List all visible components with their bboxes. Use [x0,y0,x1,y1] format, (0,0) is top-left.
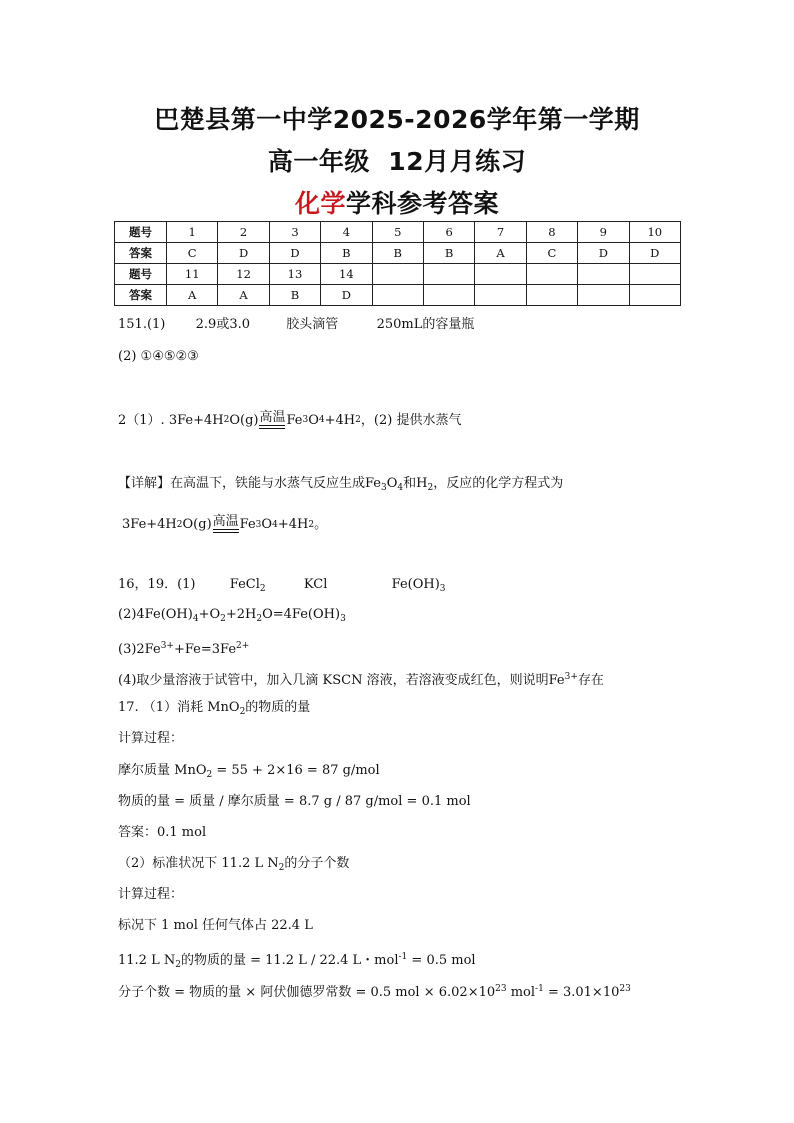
q15-order: (2) ①④⑤②③ [118,349,199,364]
row-label: 题号 [115,222,167,243]
q2-line1 [118,411,461,429]
q16-b: KCl [303,577,328,592]
table-cell [372,285,423,306]
table-row [115,285,681,306]
q16-l2-a: (2)4Fe(OH) [118,607,193,622]
table-cell: 6 [423,222,474,243]
table-cell: B [423,243,474,264]
q17-line1 [118,700,310,720]
table-cell: 11 [167,264,218,285]
q17-l1-a: 17. （1）消耗 MnO [118,700,240,715]
q2-eq-lhs: 3Fe+4H [122,517,177,532]
row-label: 题号 [115,264,167,285]
table-cell: 3 [269,222,320,243]
table-cell [526,285,577,306]
q2-detail-a: 【详解】在高温下，铁能与水蒸气反应生成Fe [118,476,382,491]
table-cell: A [218,285,269,306]
q16-c: Fe(OH) [391,577,440,592]
q2-detail-sub3: 2 [427,483,434,493]
table-cell: D [218,243,269,264]
q16-label: 16，19．(1) [118,577,196,592]
table-cell: 4 [321,222,372,243]
q17-count-a: 分子个数 = 物质的量 × 阿伏伽德罗常数 = 0.5 mol × 6.02×10 [118,985,496,1000]
q2-eq-rhs-sub3: 2 [308,520,315,530]
q2-detail-sub2: 4 [397,483,404,493]
q16-l2-b-sub: 2 [220,614,226,624]
q2-eq-lhs-tail: O(g) [182,517,212,532]
q2-eq-condition-text: 高温 [212,514,239,529]
table-row [115,243,681,264]
subject-title [0,184,794,220]
q17-count-sup3: 23 [619,984,631,994]
row-label: 答案 [115,243,167,264]
table-cell: 13 [269,264,320,285]
table-row [115,222,681,243]
table-cell: 9 [578,222,629,243]
q2-rhs-sub2: 4 [318,415,325,425]
table-cell [475,285,526,306]
table-cell: C [167,243,218,264]
table-cell: A [167,285,218,306]
q17-n2-b: 的物质的量 = 11.2 L / 22.4 L・mol [180,953,399,968]
table-cell: 7 [475,222,526,243]
table-cell: 2 [218,222,269,243]
q17-l2-b: 的分子个数 [284,856,350,871]
q17-n2 [118,949,476,973]
q17-l2-sub: 2 [278,863,285,873]
table-cell [629,285,680,306]
q2-eq-rhs-a: Fe [239,517,256,532]
grade-title: 高一年级 12月月练习 [267,147,527,176]
q16-l2-d: O=4Fe(OH) [262,607,341,622]
table-cell: D [321,285,372,306]
table-cell: 12 [218,264,269,285]
q2-equation [122,515,327,533]
subject-suffix: 学科参考答案 [346,189,500,218]
q17-l1-sub: 2 [239,707,246,717]
q16-line4 [118,669,604,689]
q2-condition [259,411,285,429]
q2-eq-rhs-c: +4H [277,517,309,532]
q15-mass: 2.9或3.0 [195,317,251,332]
q17-calc2: 计算过程： [118,887,184,902]
q17-molar-sub: 2 [206,770,213,780]
q16-l4-sup: 3+ [564,672,578,682]
table-cell: D [629,243,680,264]
q16-l2-b: +O [198,607,221,622]
q17-n2-sup: -1 [398,952,408,962]
q17-calc1: 计算过程： [118,731,184,746]
table-cell: A [475,243,526,264]
q2-eq-rhs-sub2: 4 [272,520,278,530]
q17-count-b: mol [506,985,536,1000]
q16-l3-a: (3)2Fe [118,642,161,657]
row-label: 答案 [115,285,167,306]
q17-count-sup1: 23 [495,984,507,994]
table-cell: 5 [372,222,423,243]
q2-eq-rhs-sub1: 3 [255,520,262,530]
q17-count-c: = 3.01×10 [543,985,620,1000]
table-cell [372,264,423,285]
q17-answer1: 答案：0.1 mol [118,825,207,840]
table-cell: 14 [321,264,372,285]
table-cell: B [321,243,372,264]
table-cell [629,264,680,285]
table-cell [423,285,474,306]
q2-prefix: 2（1）. [118,413,165,428]
table-row [115,264,681,285]
q15-line1 [118,317,474,333]
q17-l1-b: 的物质的量 [245,700,311,715]
q15-flask: 250mL的容量瓶 [376,317,475,332]
q15-label: 151.(1) [118,317,166,332]
q2-condition-text: 高温 [259,410,286,425]
q16-line2 [118,607,346,627]
q16-l4-b: 存在 [577,673,604,688]
table-cell: 1 [167,222,218,243]
q17-n2-sub: 2 [175,960,181,970]
q17-count-sup2: -1 [535,984,544,994]
q16-l2-c-sub: 2 [256,614,263,624]
q17-molar-b: = 55 + 2×16 = 87 g/mol [212,763,380,778]
q17-count [118,981,631,1001]
table-cell [526,264,577,285]
q16-l3-sup2: 2+ [236,641,250,651]
q17-l2-a: （2）标准状况下 11.2 L N [118,856,279,871]
subject-name: 化学 [294,189,346,218]
q16-l3-b: +Fe=3Fe [173,642,237,657]
q2-detail-b: O [386,476,398,491]
q2-detail-d: ，反应的化学方程式为 [433,476,564,491]
q16-l4-a: (4)取少量溶液于试管中，加入几滴 KSCN 溶液，若溶液变成红色，则说明Fe [118,673,565,688]
table-cell [423,264,474,285]
q17-molar [118,763,380,783]
q15-dropper: 胶头滴管 [286,317,339,332]
q17-amount: 物质的量 = 质量 / 摩尔质量 = 8.7 g / 87 g/mol = 0.1 mol [118,794,471,809]
q2-eq-lhs-sub: 2 [176,520,183,530]
table-cell [578,285,629,306]
q17-molar-a: 摩尔质量 MnO [118,763,207,778]
table-cell: B [372,243,423,264]
table-cell: D [578,243,629,264]
q16-line1 [118,577,446,597]
q16-l2-c: +2H [225,607,257,622]
q2-rhs-sub3: 2 [355,415,361,425]
q2-rhs-sub1: 3 [302,415,309,425]
school-title: 巴楚县第一中学2025-2026学年第一学期 [154,105,640,134]
table-cell: C [526,243,577,264]
q17-n2-a: 11.2 L N [118,953,176,968]
table-cell: 8 [526,222,577,243]
q2-rhs-a: Fe [286,413,303,428]
table-cell: B [269,285,320,306]
q2-lhs-sub: 2 [223,415,230,425]
q17-line2 [118,856,349,876]
table-cell: D [269,243,320,264]
q16-l2-d-sub: 3 [340,614,346,624]
q16-a: FeCl [229,577,260,592]
q17-n2-c: = 0.5 mol [407,953,476,968]
q2-suffix: ，(2) 提供水蒸气 [360,413,462,428]
q2-lhs-tail: O(g) [229,413,259,428]
q2-rhs-b: O [308,413,319,428]
q2-lhs: 3Fe+4H [168,413,224,428]
q15-line2 [118,349,199,365]
table-cell: 10 [629,222,680,243]
q16-l3-sup1: 3+ [160,641,174,651]
q16-c-sub: 3 [439,584,446,594]
q2-eq-rhs-b: O [261,517,273,532]
q17-stp: 标况下 1 mol 任何气体占 22.4 L [118,918,313,933]
q2-detail-c: 和H [403,476,428,491]
table-cell [578,264,629,285]
q16-l2-a-sub: 4 [192,614,199,624]
q2-detail-sub1: 3 [381,483,387,493]
q2-eq-end: 。 [314,517,328,532]
q2-rhs-c: +4H [324,413,356,428]
q16-a-sub: 2 [259,584,266,594]
table-cell [475,264,526,285]
q2-eq-condition [213,515,239,533]
q2-detail [118,476,563,496]
answer-table [114,221,681,306]
q16-line3 [118,638,249,658]
